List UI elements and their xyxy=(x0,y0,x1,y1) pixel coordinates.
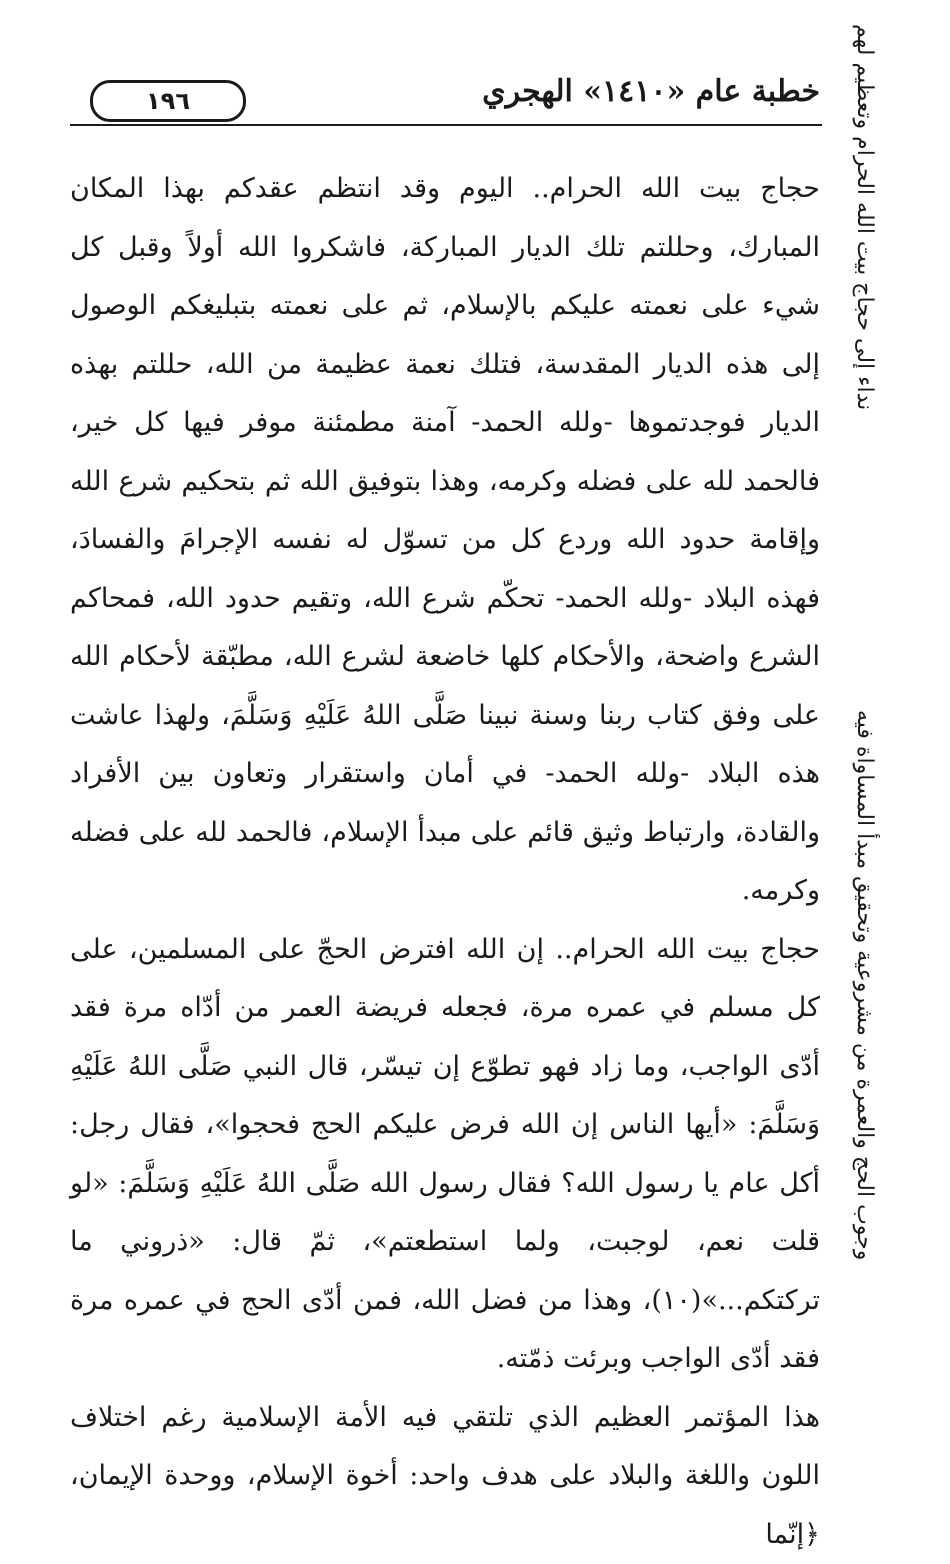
page-header xyxy=(70,74,820,124)
page-number: ١٩٦ xyxy=(90,80,246,122)
paragraph: هذا المؤتمر العظيم الذي تلتقي فيه الأمة الإسلامية رغم اختلاف اللون واللغة والبلاد على هدف واحد: أخوة الإسلام، ووحدة الإيمان، ﴿إنّما xyxy=(70,1389,820,1564)
paragraph: حجاج بيت الله الحرام.. إن الله افترض الحجّ على المسلمين، على كل مسلم في عمره مرة، فجعله فريضة العمر من أدّاه مرة فقد أدّى الواجب، وما زاد فهو تطوّع إن تيسّر، قال النبي صَلَّى اللهُ عَلَيْهِ وَسَلَّمَ: «أيها الناس إن الله فرض عليكم الحج فحجوا»، فقال رجل: أكل عام يا رسول الله؟ فقال رسول الله صَلَّى اللهُ عَلَيْهِ وَسَلَّمَ: «لو قلت نعم، لوجبت، ولما استطعتم»، ثمّ قال: «ذروني ما تركتكم...»(١٠)، وهذا من فضل الله، فمن أدّى الحج في عمره مرة فقد أدّى الواجب وبرئت ذمّته. xyxy=(70,921,820,1389)
running-title: خطبة عام «١٤١٠» الهجري xyxy=(482,74,820,109)
body-text xyxy=(70,160,820,1564)
margin-note: وجوب الحج والعمرة من مشروعية وتحقيق مبدأ المساواة فيه xyxy=(848,920,880,1260)
header-rule xyxy=(70,124,822,126)
margin-note: نداء إلى حجاج بيت الله الحرام وتعظيم لهم xyxy=(848,160,880,410)
paragraph: حجاج بيت الله الحرام.. اليوم وقد انتظم عقدكم بهذا المكان المبارك، وحللتم تلك الديار المباركة، فاشكروا الله أولاً وقبل كل شيء على نعمته عليكم بالإسلام، ثم على نعمته بتبليغكم الوصول إلى هذه الديار المقدسة، فتلك نعمة عظيمة من الله، حللتم بهذه الديار فوجدتموها -ولله الحمد- آمنة مطمئنة موفر فيها كل خير، فالحمد لله على فضله وكرمه، وهذا بتوفيق الله ثم بتحكيم شرع الله وإقامة حدود الله وردع كل من تسوّل له نفسه الإجرامَ والفسادَ، فهذه البلاد -ولله الحمد- تحكّم شرع الله، وتقيم حدود الله، فمحاكم الشرع واضحة، والأحكام كلها خاضعة لشرع الله، مطبّقة لأحكام الله على وفق كتاب ربنا وسنة نبينا صَلَّى اللهُ عَلَيْهِ وَسَلَّمَ، ولهذا عاشت هذه البلاد -ولله الحمد- في أمان واستقرار وتعاون بين الأفراد والقادة، وارتباط وثيق قائم على مبدأ الإسلام، فالحمد لله على فضله وكرمه. xyxy=(70,160,820,921)
